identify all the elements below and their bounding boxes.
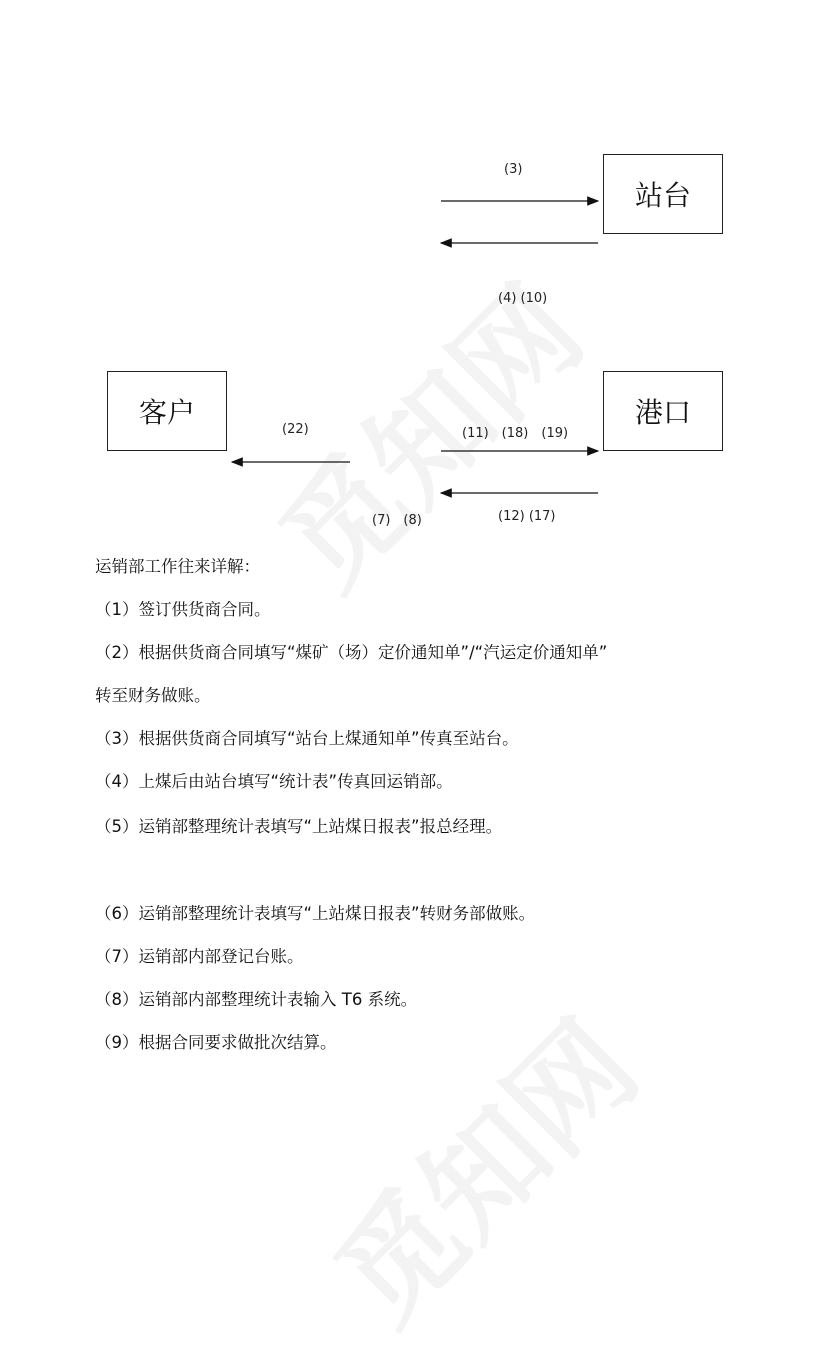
label-from-port: (12) (17) (498, 509, 556, 524)
section-heading: 运销部工作往来详解： (95, 557, 260, 576)
station-box (603, 154, 723, 234)
customer-box (107, 371, 227, 451)
list-item: （1）签订供货商合同。 (95, 600, 271, 619)
list-item: （4）上煤后由站台填写“统计表”传真回运销部。 (95, 772, 453, 791)
label-from-left: (7) (8) (372, 513, 422, 528)
label-to-port: (11) (18) (19) (462, 426, 569, 441)
port-box (603, 371, 723, 451)
list-item: （6）运销部整理统计表填写“上站煤日报表”转财务部做账。 (95, 904, 536, 923)
label-to-station: (3) (504, 162, 523, 177)
label-from-station: (4) (10) (498, 291, 548, 306)
label-to-customer: (22) (282, 422, 309, 437)
port-label: 港口 (634, 396, 691, 429)
customer-label: 客户 (138, 396, 195, 429)
diagram-arrows (0, 0, 830, 560)
list-item: （2）根据供货商合同填写“煤矿（场）定价通知单”/“汽运定价通知单” (95, 643, 608, 662)
watermark-bottom (292, 978, 668, 1354)
list-item: （9）根据合同要求做批次结算。 (95, 1033, 337, 1052)
list-item: （3）根据供货商合同填写“站台上煤通知单”传真至站台。 (95, 729, 519, 748)
station-label: 站台 (634, 179, 691, 212)
list-item: （7）运销部内部登记台账。 (95, 947, 304, 966)
list-item-continuation: 转至财务做账。 (95, 686, 211, 705)
list-item: （5）运销部整理统计表填写“上站煤日报表”报总经理。 (95, 817, 503, 836)
list-item: （8）运销部内部整理统计表输入 T6 系统。 (95, 990, 418, 1009)
